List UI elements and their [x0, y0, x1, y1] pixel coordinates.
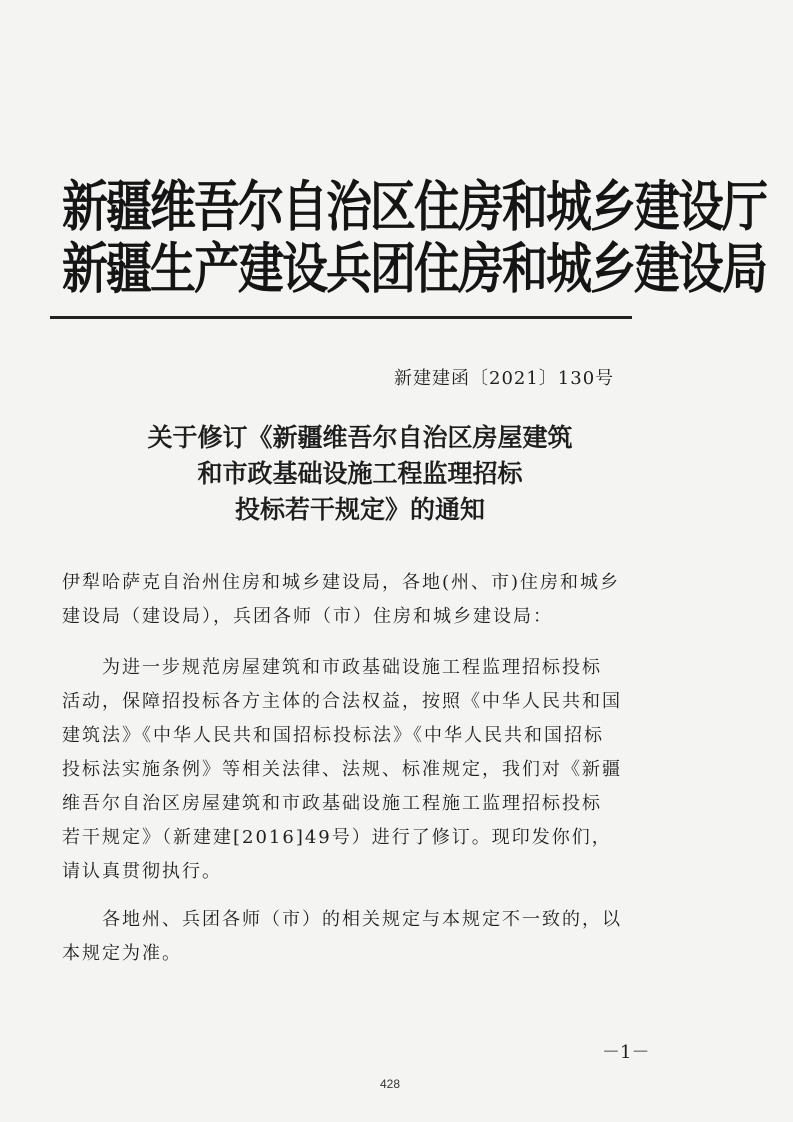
header-divider: [50, 316, 632, 319]
paragraph-1-line-2: 活动，保障招投标各方主体的合法权益，按照《中华人民共和国: [62, 691, 622, 712]
addressee: [62, 566, 642, 634]
issuing-authority-header: [62, 170, 766, 301]
body-paragraph-1: [62, 651, 644, 889]
paragraph-1-line-4: 投标法实施条例》等相关法律、法规、标准规定，我们对《新疆: [62, 759, 622, 780]
addressee-line-2: 建设局（建设局），兵团各师（市）住房和城乡建设局：: [62, 606, 553, 627]
paragraph-2-line-2: 本规定为准。: [62, 943, 182, 964]
header-line-1: 新疆维吾尔自治区住房和城乡建设厅: [62, 174, 766, 239]
paragraph-1-line-1: 为进一步规范房屋建筑和市政基础设施工程监理招标投标: [62, 657, 602, 678]
title-line-3: 投标若干规定》的通知: [234, 495, 485, 524]
paragraph-1-line-6: 若干规定》（新建建[2016]49号）进行了修订。现印发你们，: [62, 827, 612, 848]
title-line-1: 关于修订《新疆维吾尔自治区房屋建筑: [147, 423, 573, 452]
header-line-2: 新疆生产建设兵团住房和城乡建设局: [62, 236, 766, 301]
body-paragraph-2: [62, 903, 644, 971]
paragraph-1-line-3: 建筑法》《中华人民共和国招标投标法》《中华人民共和国招标: [62, 725, 604, 746]
footer-number: 428: [380, 1077, 401, 1091]
paragraph-1-line-5: 维吾尔自治区房屋建筑和市政基础设施工程施工监理招标投标: [62, 793, 602, 814]
document-title: [80, 420, 640, 528]
page-number: －1－: [602, 1042, 650, 1063]
document-number: 新建建函〔2021〕130号: [394, 368, 615, 389]
paragraph-2-line-1: 各地州、兵团各师（市）的相关规定与本规定不一致的，以: [62, 909, 622, 930]
paragraph-1-line-7: 请认真贯彻执行。: [62, 861, 222, 882]
addressee-line-1: 伊犁哈萨克自治州住房和城乡建设局，各地(州、市)住房和城乡: [62, 572, 621, 593]
title-line-2: 和市政基础设施工程监理招标: [197, 459, 523, 488]
